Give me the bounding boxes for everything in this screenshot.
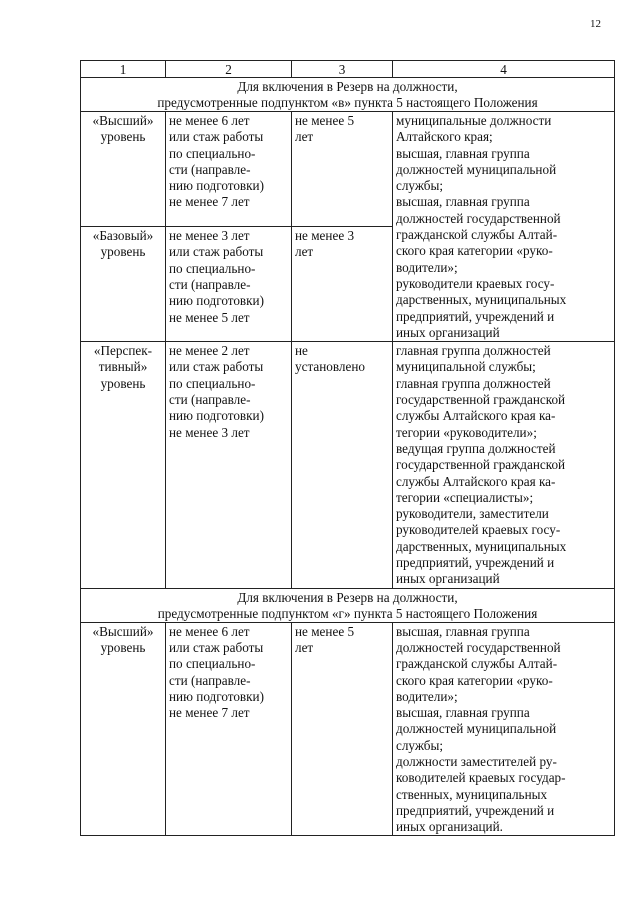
level-cell: «Высший» уровень	[92, 113, 154, 145]
positions-cell: главная группа должностей муниципальной службы; главная группа должностей государственной гражданской службы Алтайского края ка- тегории «руководители»; ведущая группа должностей государственной гражданской службы Алтайского края ка- тегории «специалисты»; руководители, заместители руководителей краевых госу- дарственных, муниципальных предприятий, учреждений и иных организаций	[396, 343, 567, 587]
section-heading-row	[81, 78, 615, 112]
section-heading-row	[81, 588, 615, 622]
requirements-table	[80, 60, 615, 836]
column-number: 1	[81, 61, 166, 78]
level-cell: «Перспек- тивный» уровень	[93, 343, 153, 391]
section-g-title: Для включения в Резерв на должности, предусмотренные подпунктом «г» пункта 5 настоящего Положения	[157, 589, 538, 621]
section-v-title: Для включения в Резерв на должности, предусмотренные подпунктом «в» пункта 5 настоящего Положения	[157, 79, 538, 110]
level-cell: «Базовый» уровень	[92, 228, 154, 260]
table-row	[81, 112, 615, 227]
column-number: 3	[292, 61, 393, 78]
total-experience-cell: не менее 5 лет	[295, 113, 355, 145]
positions-cell: высшая, главная группа должностей государственной гражданской службы Алтай- ского края категории «руко- водители»; высшая, главная группа должностей муниципальной службы; должности заместителей ру- ководителей краевых государ- ственных, муниципальных предприятий, учреждений и иных организаций.	[396, 623, 566, 835]
experience-cell: не менее 3 лет или стаж работы по специально- сти (направле- нию подготовки) не менее 5 лет	[169, 228, 265, 325]
column-number: 2	[166, 61, 292, 78]
positions-cell: муниципальные должности Алтайского края; высшая, главная группа должностей муниципальной службы; высшая, главная группа должностей государственной гражданской службы Алтай- ского края категории «руко- водители»; руководители краевых госу- дарственных, муниципальных предприятий, учреждений и иных организаций	[396, 113, 567, 340]
experience-cell: не менее 2 лет или стаж работы по специально- сти (направле- нию подготовки) не менее 3 лет	[169, 343, 265, 440]
page-number: 12	[590, 18, 601, 30]
column-number: 4	[393, 61, 615, 78]
total-experience-cell: не менее 5 лет	[295, 623, 355, 655]
table-row	[81, 622, 615, 836]
total-experience-cell: не менее 3 лет	[295, 228, 355, 260]
column-number-row	[81, 61, 615, 78]
level-cell: «Высший» уровень	[92, 623, 154, 655]
total-experience-cell: не установлено	[295, 343, 366, 375]
experience-cell: не менее 6 лет или стаж работы по специально- сти (направле- нию подготовки) не менее 7 лет	[169, 623, 265, 721]
table-row	[81, 342, 615, 588]
experience-cell: не менее 6 лет или стаж работы по специально- сти (направле- нию подготовки) не менее 7 лет	[169, 113, 265, 210]
